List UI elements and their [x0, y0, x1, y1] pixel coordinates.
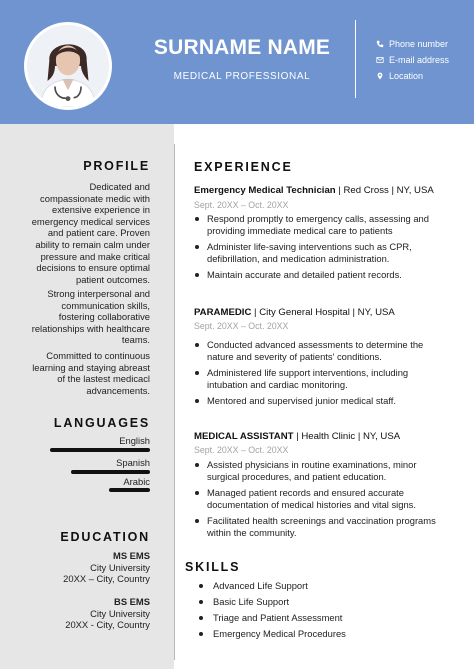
job-title: MEDICAL PROFESSIONAL: [173, 71, 311, 82]
profile-line: fostering collaborative: [58, 311, 150, 323]
avatar-image: [27, 25, 109, 107]
job-dates: Sept. 20XX – Oct. 20XX: [194, 445, 289, 455]
location-pin-icon: [376, 72, 384, 80]
full-name: SURNAME NAME: [153, 36, 331, 59]
list-item: Respond promptly to emergency calls, assessing and providing immediate medical care to patients: [194, 213, 444, 236]
column-divider: [174, 144, 175, 660]
profile-line: emergency medical services: [31, 215, 150, 227]
header-divider: [355, 20, 356, 98]
education-year-location: 20XX - City, Country: [65, 619, 150, 631]
languages-heading: LANGUAGES: [53, 416, 150, 430]
experience-heading: EXPERIENCE: [194, 160, 293, 174]
job-details: | City General Hospital | NY, USA: [251, 307, 395, 318]
school: City University: [90, 561, 150, 573]
profile-line: Dedicated and: [89, 181, 150, 192]
list-item: Mentored and supervised junior medical staff.: [194, 395, 444, 407]
profile-line: communication skills,: [61, 299, 150, 311]
profile-photo: [24, 22, 112, 110]
list-item: Maintain accurate and detailed patient records.: [194, 269, 444, 281]
profile-line: of the lastest medicacl: [57, 373, 150, 385]
job-bullets-2: [194, 339, 444, 412]
job-heading-2: [194, 307, 395, 318]
profile-paragraph-2: [22, 288, 150, 346]
skill-item: Triage and Patient Assessment: [198, 612, 438, 628]
language-name-spanish: Spanish: [116, 457, 150, 468]
job-position: Emergency Medical Technician: [194, 185, 336, 196]
job-heading-1: [194, 185, 434, 196]
job-position: MEDICAL ASSISTANT: [194, 431, 294, 442]
profile-line: patient outcomes.: [75, 273, 150, 285]
list-item: Administered life support interventions, including intubation and cardiac monitoring.: [194, 367, 444, 390]
list-item: Facilitated health screenings and vaccination programs within the community.: [194, 515, 444, 538]
profile-line: learning and staying abreast: [32, 361, 150, 373]
education-year-location: 20XX – City, Country: [63, 573, 150, 585]
job-details: | Health Clinic | NY, USA: [293, 431, 401, 442]
profile-heading: PROFILE: [83, 159, 150, 173]
education-entry-2: [22, 596, 150, 631]
list-item: Conducted advanced assessments to determine the nature and severity of patients' conditions.: [194, 339, 444, 362]
job-details: | Red Cross | NY, USA: [335, 185, 434, 196]
profile-line: compassionate medic with: [40, 192, 150, 204]
contact-phone: [376, 39, 448, 49]
profile-line: relationships with healthcare: [31, 322, 150, 334]
language-level-bar-english: [50, 448, 150, 452]
education-entry-1: [22, 550, 150, 585]
resume-header: [0, 0, 474, 124]
list-item: Administer life-saving interventions such as CPR, defibrillation, and medication administration.: [194, 241, 444, 264]
phone-label: Phone number: [389, 39, 449, 49]
degree: BS EMS: [114, 596, 150, 607]
profile-line: ability to remain calm under: [35, 238, 150, 250]
language-level-bar-arabic: [109, 488, 150, 492]
profile-line: extensive experience in: [52, 204, 150, 216]
school: City University: [90, 607, 150, 619]
list-item: Assisted physicians in routine examinations, minor surgical procedures, and patient education.: [194, 459, 444, 482]
skill-item: Emergency Medical Procedures: [198, 628, 438, 644]
education-heading: EDUCATION: [60, 530, 150, 544]
job-dates: Sept. 20XX – Oct. 20XX: [194, 200, 289, 210]
email-label: E-mail address: [389, 55, 450, 65]
profile-paragraph-1: [22, 181, 150, 285]
profile-line: decisions to ensure optimal: [36, 262, 150, 274]
job-dates: Sept. 20XX – Oct. 20XX: [194, 321, 289, 331]
skill-item: Basic Life Support: [198, 596, 438, 612]
profile-paragraph-3: [22, 350, 150, 396]
job-heading-3: [194, 431, 400, 442]
skills-heading: SKILLS: [185, 560, 241, 574]
degree: MS EMS: [113, 550, 150, 561]
email-icon: [376, 56, 384, 64]
language-name-english: English: [119, 435, 150, 446]
profile-line: Strong interpersonal and: [47, 288, 150, 299]
contact-email: [376, 55, 449, 65]
list-item: Managed patient records and ensured accurate documentation of medical histories and vital signs.: [194, 487, 444, 510]
contact-location: [376, 71, 423, 81]
phone-icon: [376, 40, 384, 48]
profile-line: Committed to continuous: [46, 350, 150, 361]
profile-line: teams.: [121, 334, 150, 346]
profile-line: and patient care. Proven: [47, 227, 150, 239]
location-label: Location: [389, 71, 424, 81]
language-name-arabic: Arabic: [123, 476, 150, 487]
job-bullets-1: [194, 213, 444, 286]
job-position: PARAMEDIC: [194, 307, 252, 318]
skill-item: Advanced Life Support: [198, 580, 438, 596]
job-bullets-3: [194, 459, 444, 544]
skills-list: [198, 580, 438, 644]
profile-line: pressure and make critical: [40, 250, 150, 262]
language-level-bar-spanish: [71, 470, 150, 474]
profile-line: advancements.: [86, 384, 150, 396]
